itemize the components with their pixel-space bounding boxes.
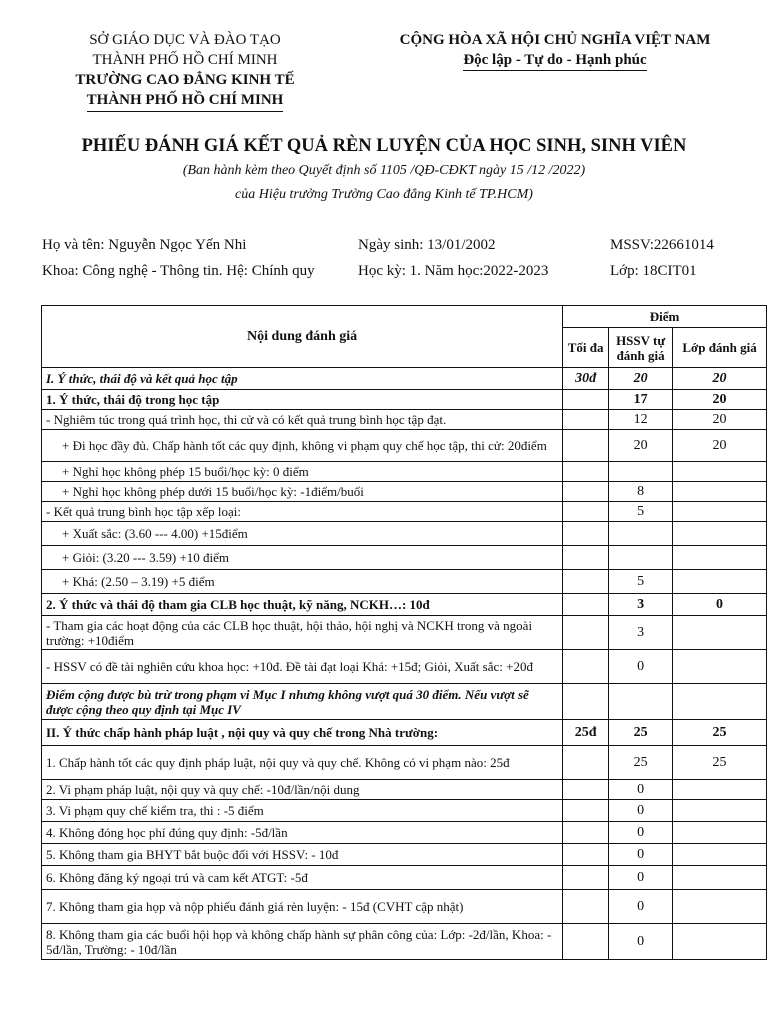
row-class-score — [673, 502, 767, 522]
row-self-score: 0 — [609, 822, 673, 844]
table-row — [42, 430, 767, 462]
row-self-score: 20 — [609, 368, 673, 390]
document-subtitle-1: (Ban hành kèm theo Quyết định số 1105 /QĐ-CĐKT ngày 15 /12 /2022) — [182, 163, 586, 178]
row-content: 5. Không tham gia BHYT bắt buộc đối với HSSV: - 10đ — [42, 844, 563, 866]
row-class-score — [673, 684, 767, 720]
school-name-line-2: THÀNH PHỐ HỒ CHÍ MINH — [87, 90, 284, 112]
nation-header — [375, 30, 735, 71]
table-row — [42, 482, 767, 502]
row-self-score: 20 — [609, 430, 673, 462]
row-content: + Đi học đầy đủ. Chấp hành tốt các quy định, không vi phạm quy chế học tập, thi cử: 20điểm — [42, 430, 563, 462]
column-header-max: Tối đa — [563, 328, 609, 368]
table-row — [42, 522, 767, 546]
row-class-score — [673, 462, 767, 482]
row-class-score — [673, 822, 767, 844]
row-max-score — [563, 924, 609, 960]
table-row — [42, 866, 767, 890]
row-self-score — [609, 462, 673, 482]
row-max-score: 30đ — [563, 368, 609, 390]
table-row — [42, 720, 767, 746]
nation-name: CỘNG HÒA XÃ HỘI CHỦ NGHĨA VIỆT NAM — [399, 32, 711, 48]
row-class-score — [673, 570, 767, 594]
table-row — [42, 800, 767, 822]
row-content: 1. Ý thức, thái độ trong học tập — [42, 390, 563, 410]
row-content: 7. Không tham gia họp và nộp phiếu đánh giá rèn luyện: - 15đ (CVHT cập nhật) — [42, 890, 563, 924]
student-term: Học kỳ: 1. Năm học:2022-2023 — [358, 263, 549, 279]
student-class: Lớp: 18CIT01 — [610, 263, 697, 279]
row-max-score — [563, 570, 609, 594]
row-class-score — [673, 800, 767, 822]
row-max-score — [563, 822, 609, 844]
table-row — [42, 502, 767, 522]
row-max-score — [563, 594, 609, 616]
row-content: - Nghiêm túc trong quá trình học, thi cử và có kết quả trung bình học tập đạt. — [42, 410, 563, 430]
row-self-score: 0 — [609, 924, 673, 960]
row-class-score — [673, 890, 767, 924]
row-max-score — [563, 430, 609, 462]
row-class-score: 25 — [673, 720, 767, 746]
school-name-line-1: TRƯỜNG CAO ĐẲNG KINH TẾ — [75, 72, 295, 88]
row-content: + Giỏi: (3.20 --- 3.59) +10 điểm — [42, 546, 563, 570]
row-max-score — [563, 502, 609, 522]
document-subtitle-2: của Hiệu trưởng Trường Cao đẳng Kinh tế TP.HCM) — [235, 187, 533, 202]
row-class-score: 20 — [673, 390, 767, 410]
row-max-score — [563, 844, 609, 866]
row-max-score — [563, 546, 609, 570]
row-self-score: 25 — [609, 720, 673, 746]
row-max-score — [563, 482, 609, 502]
row-self-score: 3 — [609, 594, 673, 616]
row-self-score: 5 — [609, 502, 673, 522]
table-row — [42, 890, 767, 924]
row-class-score — [673, 546, 767, 570]
row-class-score — [673, 522, 767, 546]
table-row — [42, 410, 767, 430]
column-header-content: Nội dung đánh giá — [42, 306, 563, 368]
row-self-score: 17 — [609, 390, 673, 410]
row-class-score — [673, 616, 767, 650]
row-class-score — [673, 924, 767, 960]
row-max-score — [563, 462, 609, 482]
document-title: PHIẾU ĐÁNH GIÁ KẾT QUẢ RÈN LUYỆN CỦA HỌC SINH, SINH VIÊN — [81, 136, 687, 156]
row-self-score: 8 — [609, 482, 673, 502]
row-self-score: 0 — [609, 800, 673, 822]
evaluation-table — [41, 305, 767, 960]
row-class-score: 20 — [673, 430, 767, 462]
row-content: I. Ý thức, thái độ và kết quả học tập — [42, 368, 563, 390]
row-self-score: 12 — [609, 410, 673, 430]
row-class-score — [673, 650, 767, 684]
row-self-score: 0 — [609, 780, 673, 800]
row-content: 2. Vi phạm pháp luật, nội quy và quy chế: -10đ/lần/nội dung — [42, 780, 563, 800]
row-class-score: 20 — [673, 410, 767, 430]
row-class-score: 0 — [673, 594, 767, 616]
table-row — [42, 844, 767, 866]
row-content: 1. Chấp hành tốt các quy định pháp luật, nội quy và quy chế. Không có vi phạm nào: 25đ — [42, 746, 563, 780]
row-class-score: 25 — [673, 746, 767, 780]
department-line-1: SỞ GIÁO DỤC VÀ ĐÀO TẠO — [89, 32, 281, 48]
row-content: + Khá: (2.50 – 3.19) +5 điểm — [42, 570, 563, 594]
student-name: Họ và tên: Nguyễn Ngọc Yến Nhi — [42, 237, 247, 253]
department-header — [40, 30, 330, 112]
row-content: 2. Ý thức và thái độ tham gia CLB học thuật, kỹ năng, NCKH…: 10đ — [42, 594, 563, 616]
row-class-score: 20 — [673, 368, 767, 390]
row-max-score: 25đ — [563, 720, 609, 746]
row-max-score — [563, 684, 609, 720]
row-content: + Nghỉ học không phép dưới 15 buổi/học kỳ: -1điểm/buổi — [42, 482, 563, 502]
table-row — [42, 368, 767, 390]
student-dob: Ngày sinh: 13/01/2002 — [358, 237, 496, 253]
row-max-score — [563, 390, 609, 410]
row-class-score — [673, 866, 767, 890]
row-max-score — [563, 866, 609, 890]
row-self-score — [609, 684, 673, 720]
row-max-score — [563, 800, 609, 822]
national-motto: Độc lập - Tự do - Hạnh phúc — [463, 50, 646, 71]
row-max-score — [563, 522, 609, 546]
table-row — [42, 684, 767, 720]
row-self-score: 5 — [609, 570, 673, 594]
row-self-score: 25 — [609, 746, 673, 780]
row-self-score: 0 — [609, 844, 673, 866]
column-header-class: Lớp đánh giá — [673, 328, 767, 368]
table-row — [42, 616, 767, 650]
table-row — [42, 462, 767, 482]
row-max-score — [563, 650, 609, 684]
student-id: MSSV:22661014 — [610, 237, 714, 253]
row-max-score — [563, 780, 609, 800]
row-content: 6. Không đăng ký ngoại trú và cam kết ATGT: -5đ — [42, 866, 563, 890]
table-row — [42, 390, 767, 410]
row-content: - Kết quả trung bình học tập xếp loại: — [42, 502, 563, 522]
row-content: - Tham gia các hoạt động của các CLB học thuật, hội thảo, hội nghị và NCKH trong và ngoài trường: +10điểm — [42, 616, 563, 650]
row-max-score — [563, 890, 609, 924]
row-content: 3. Vi phạm quy chế kiểm tra, thi : -5 điểm — [42, 800, 563, 822]
row-class-score — [673, 844, 767, 866]
row-max-score — [563, 746, 609, 780]
table-row — [42, 780, 767, 800]
row-content: Điểm cộng được bù trừ trong phạm vi Mục I nhưng không vượt quá 30 điểm. Nếu vượt sẽ được cộng theo quy định tại Mục IV — [42, 684, 563, 720]
column-header-score: Điểm — [563, 306, 767, 328]
row-self-score: 0 — [609, 866, 673, 890]
row-self-score: 3 — [609, 616, 673, 650]
row-content: + Xuất sắc: (3.60 --- 4.00) +15điểm — [42, 522, 563, 546]
row-self-score: 0 — [609, 650, 673, 684]
row-content: 8. Không tham gia các buổi hội họp và không chấp hành sự phân công của: Lớp: -2đ/lần, Khoa: - 5đ/lần, Trường: - 10đ/lần — [42, 924, 563, 960]
column-header-self: HSSV tự đánh giá — [609, 328, 673, 368]
table-row — [42, 546, 767, 570]
row-class-score — [673, 780, 767, 800]
student-faculty: Khoa: Công nghệ - Thông tin. Hệ: Chính quy — [42, 263, 315, 279]
row-content: - HSSV có đề tài nghiên cứu khoa học: +10đ. Đề tài đạt loại Khá: +15đ; Giỏi, Xuất sắc: +20đ — [42, 650, 563, 684]
row-max-score — [563, 616, 609, 650]
row-content: + Nghỉ học không phép 15 buổi/học kỳ: 0 điểm — [42, 462, 563, 482]
table-row — [42, 570, 767, 594]
table-row — [42, 822, 767, 844]
row-self-score — [609, 522, 673, 546]
table-row — [42, 594, 767, 616]
department-line-2: THÀNH PHỐ HỒ CHÍ MINH — [92, 52, 278, 68]
row-self-score: 0 — [609, 890, 673, 924]
table-row — [42, 746, 767, 780]
row-content: 4. Không đóng học phí đúng quy định: -5đ/lần — [42, 822, 563, 844]
row-class-score — [673, 482, 767, 502]
row-self-score — [609, 546, 673, 570]
row-max-score — [563, 410, 609, 430]
table-row — [42, 650, 767, 684]
row-content: II. Ý thức chấp hành pháp luật , nội quy và quy chế trong Nhà trường: — [42, 720, 563, 746]
table-row — [42, 924, 767, 960]
